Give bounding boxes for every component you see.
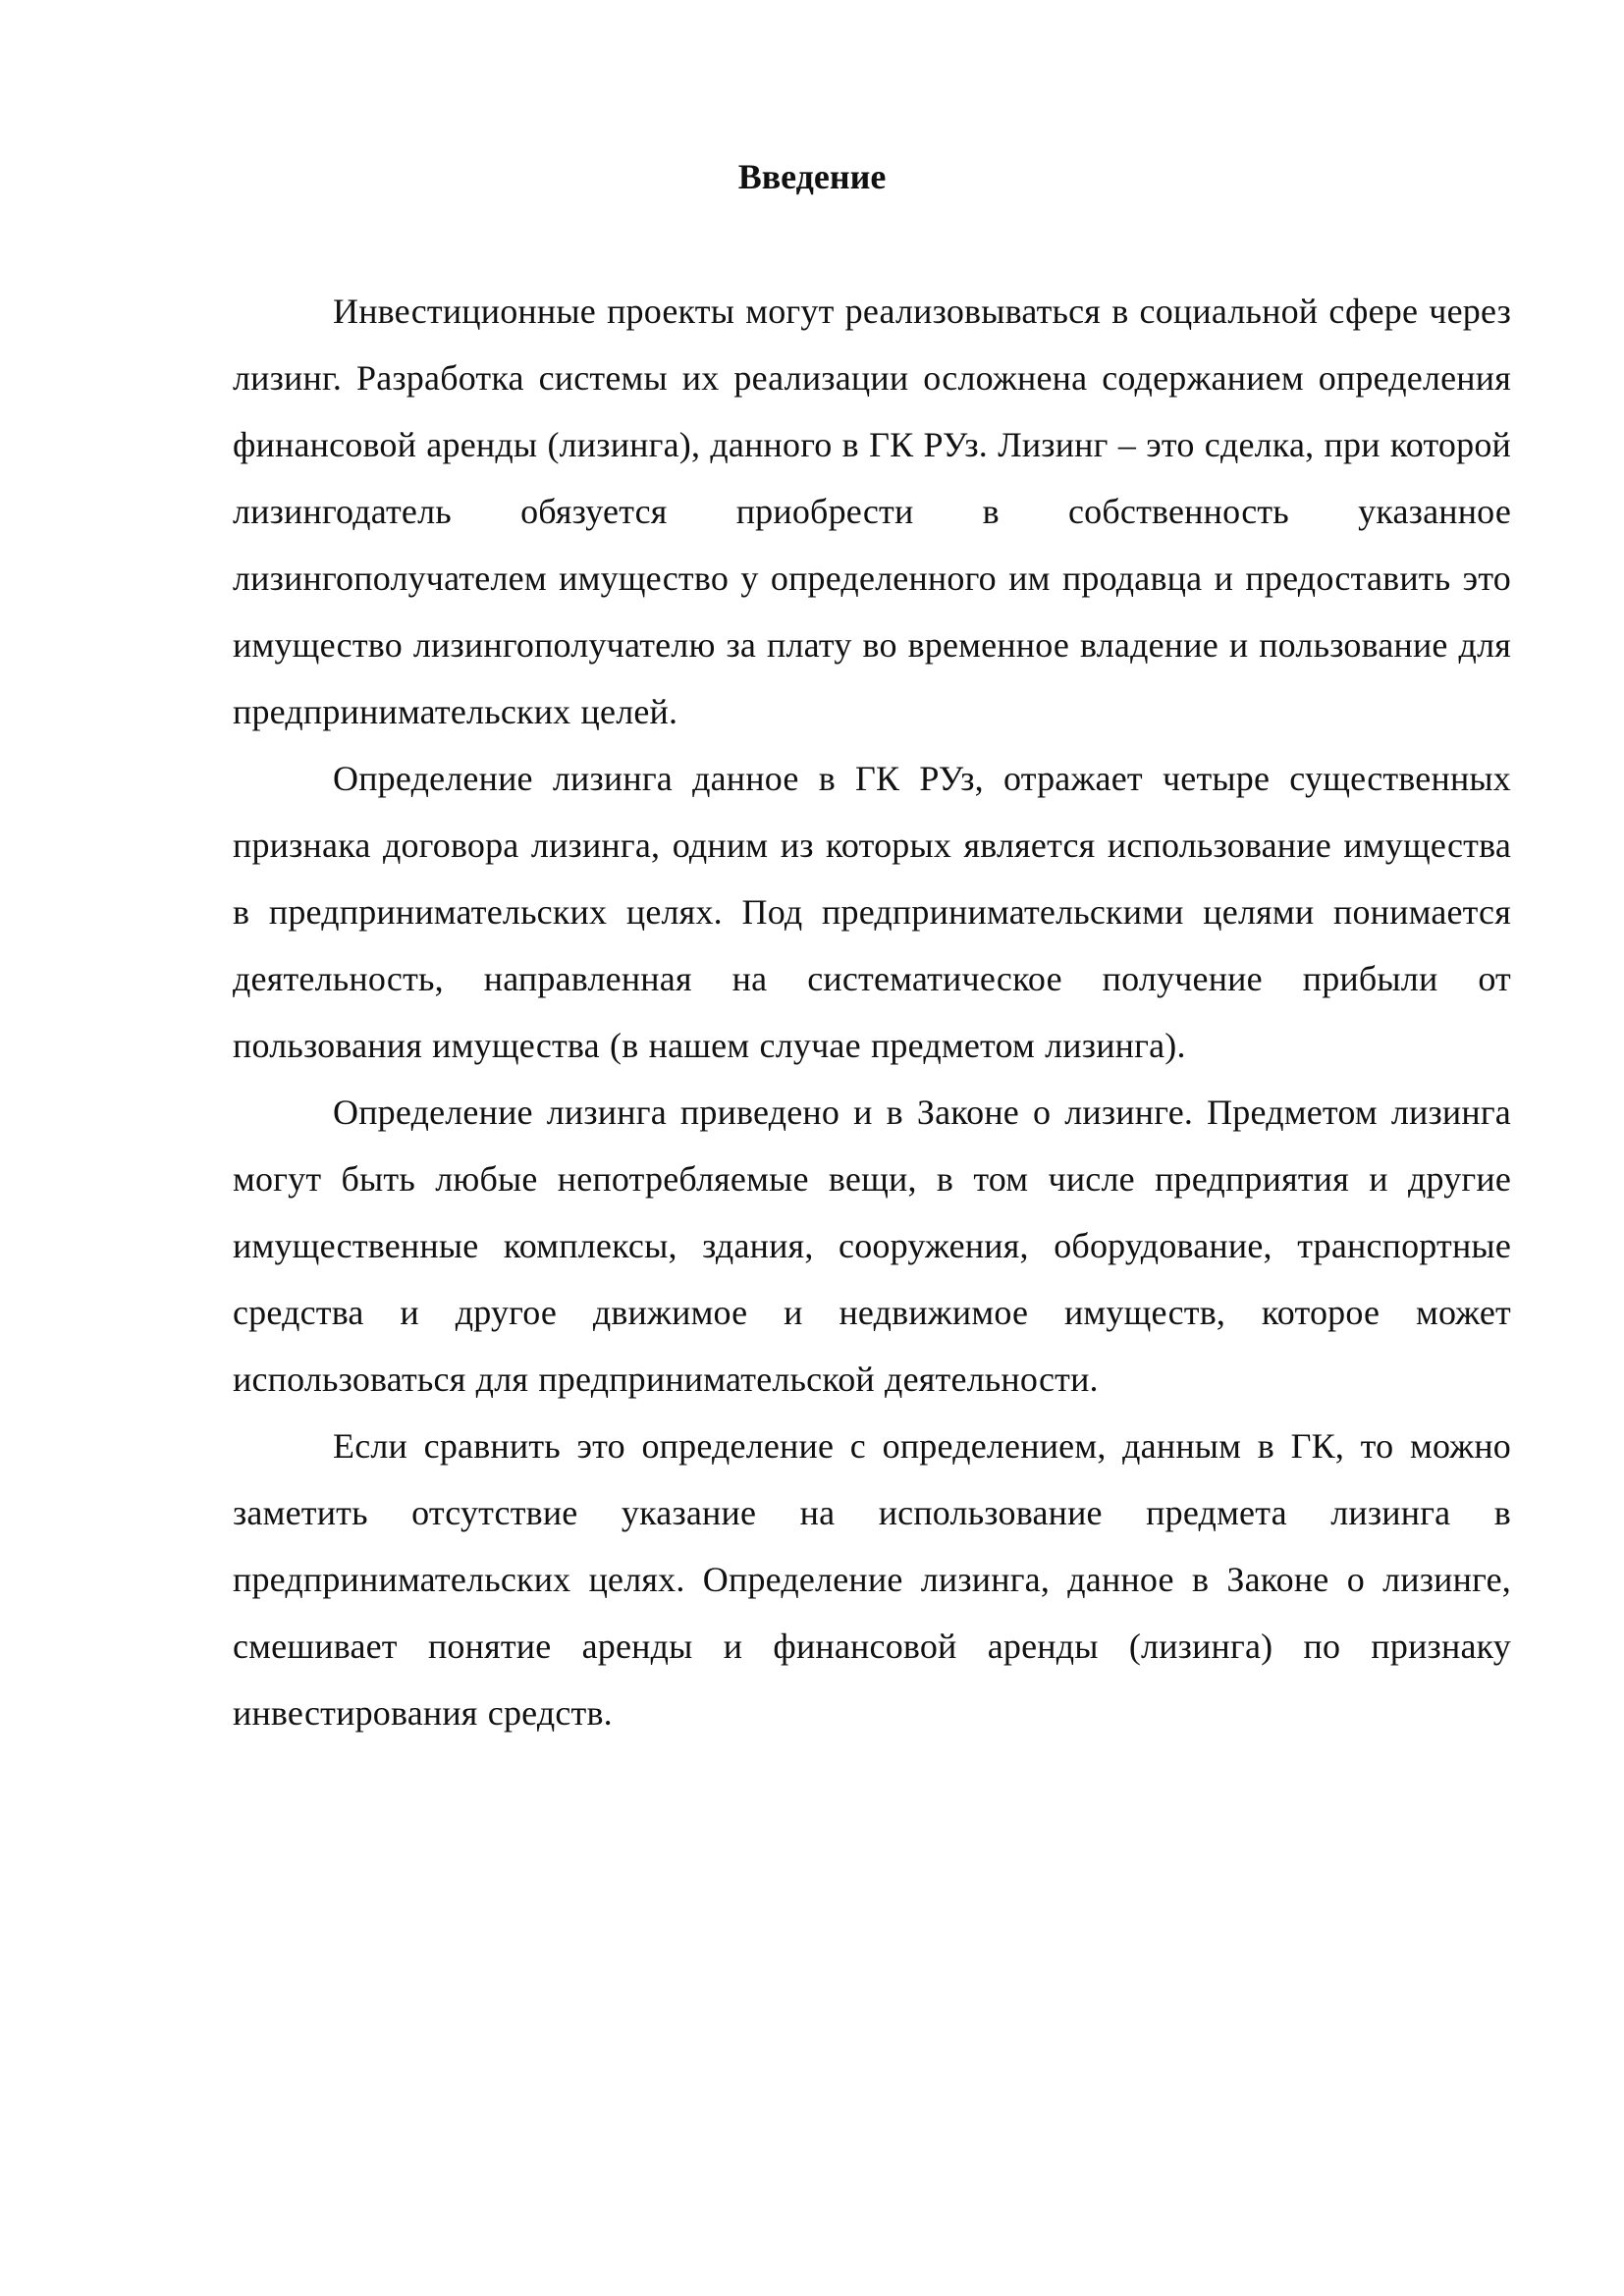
document-title: Введение xyxy=(737,157,887,196)
paragraph-1: Инвестиционные проекты могут реализовываться в социальной сфере через лизинг. Разработка системы их реализации осложнена содержанием определения финансовой аренды (лизинга), данного в ГК РУз. Лизинг – это сделка, при которой лизингодатель обязуется приобрести в собственность указанное лизингополучателем имущество у определенного им продавца и предоставить это имущество лизингополучателю за плату во временное владение и пользование для предпринимательских целей. xyxy=(233,292,1511,731)
paragraph-3: Определение лизинга приведено и в Законе о лизинге. Предметом лизинга могут быть любые непотребляемые вещи, в том числе предприятия и другие имущественные комплексы, здания, сооружения, оборудование, транспортные средства и другое движимое и недвижимое имуществ, которое может использоваться для предпринимательской деятельности. xyxy=(233,1093,1511,1399)
paragraph-2: Определение лизинга данное в ГК РУз, отражает четыре существенных признака договора лизинга, одним из которых является использование имущества в предпринимательских целях. Под предпринимательскими целями понимается деятельность, направленная на систематическое получение прибыли от пользования имущества (в нашем случае предметом лизинга). xyxy=(233,759,1511,1065)
document-body xyxy=(233,278,1511,1746)
paragraph-4: Если сравнить это определение с определением, данным в ГК, то можно заметить отсутствие указание на использование предмета лизинга в предпринимательских целях. Определение лизинга, данное в Законе о лизинге, смешивает понятие аренды и финансовой аренды (лизинга) по признаку инвестирования средств. xyxy=(233,1426,1511,1733)
